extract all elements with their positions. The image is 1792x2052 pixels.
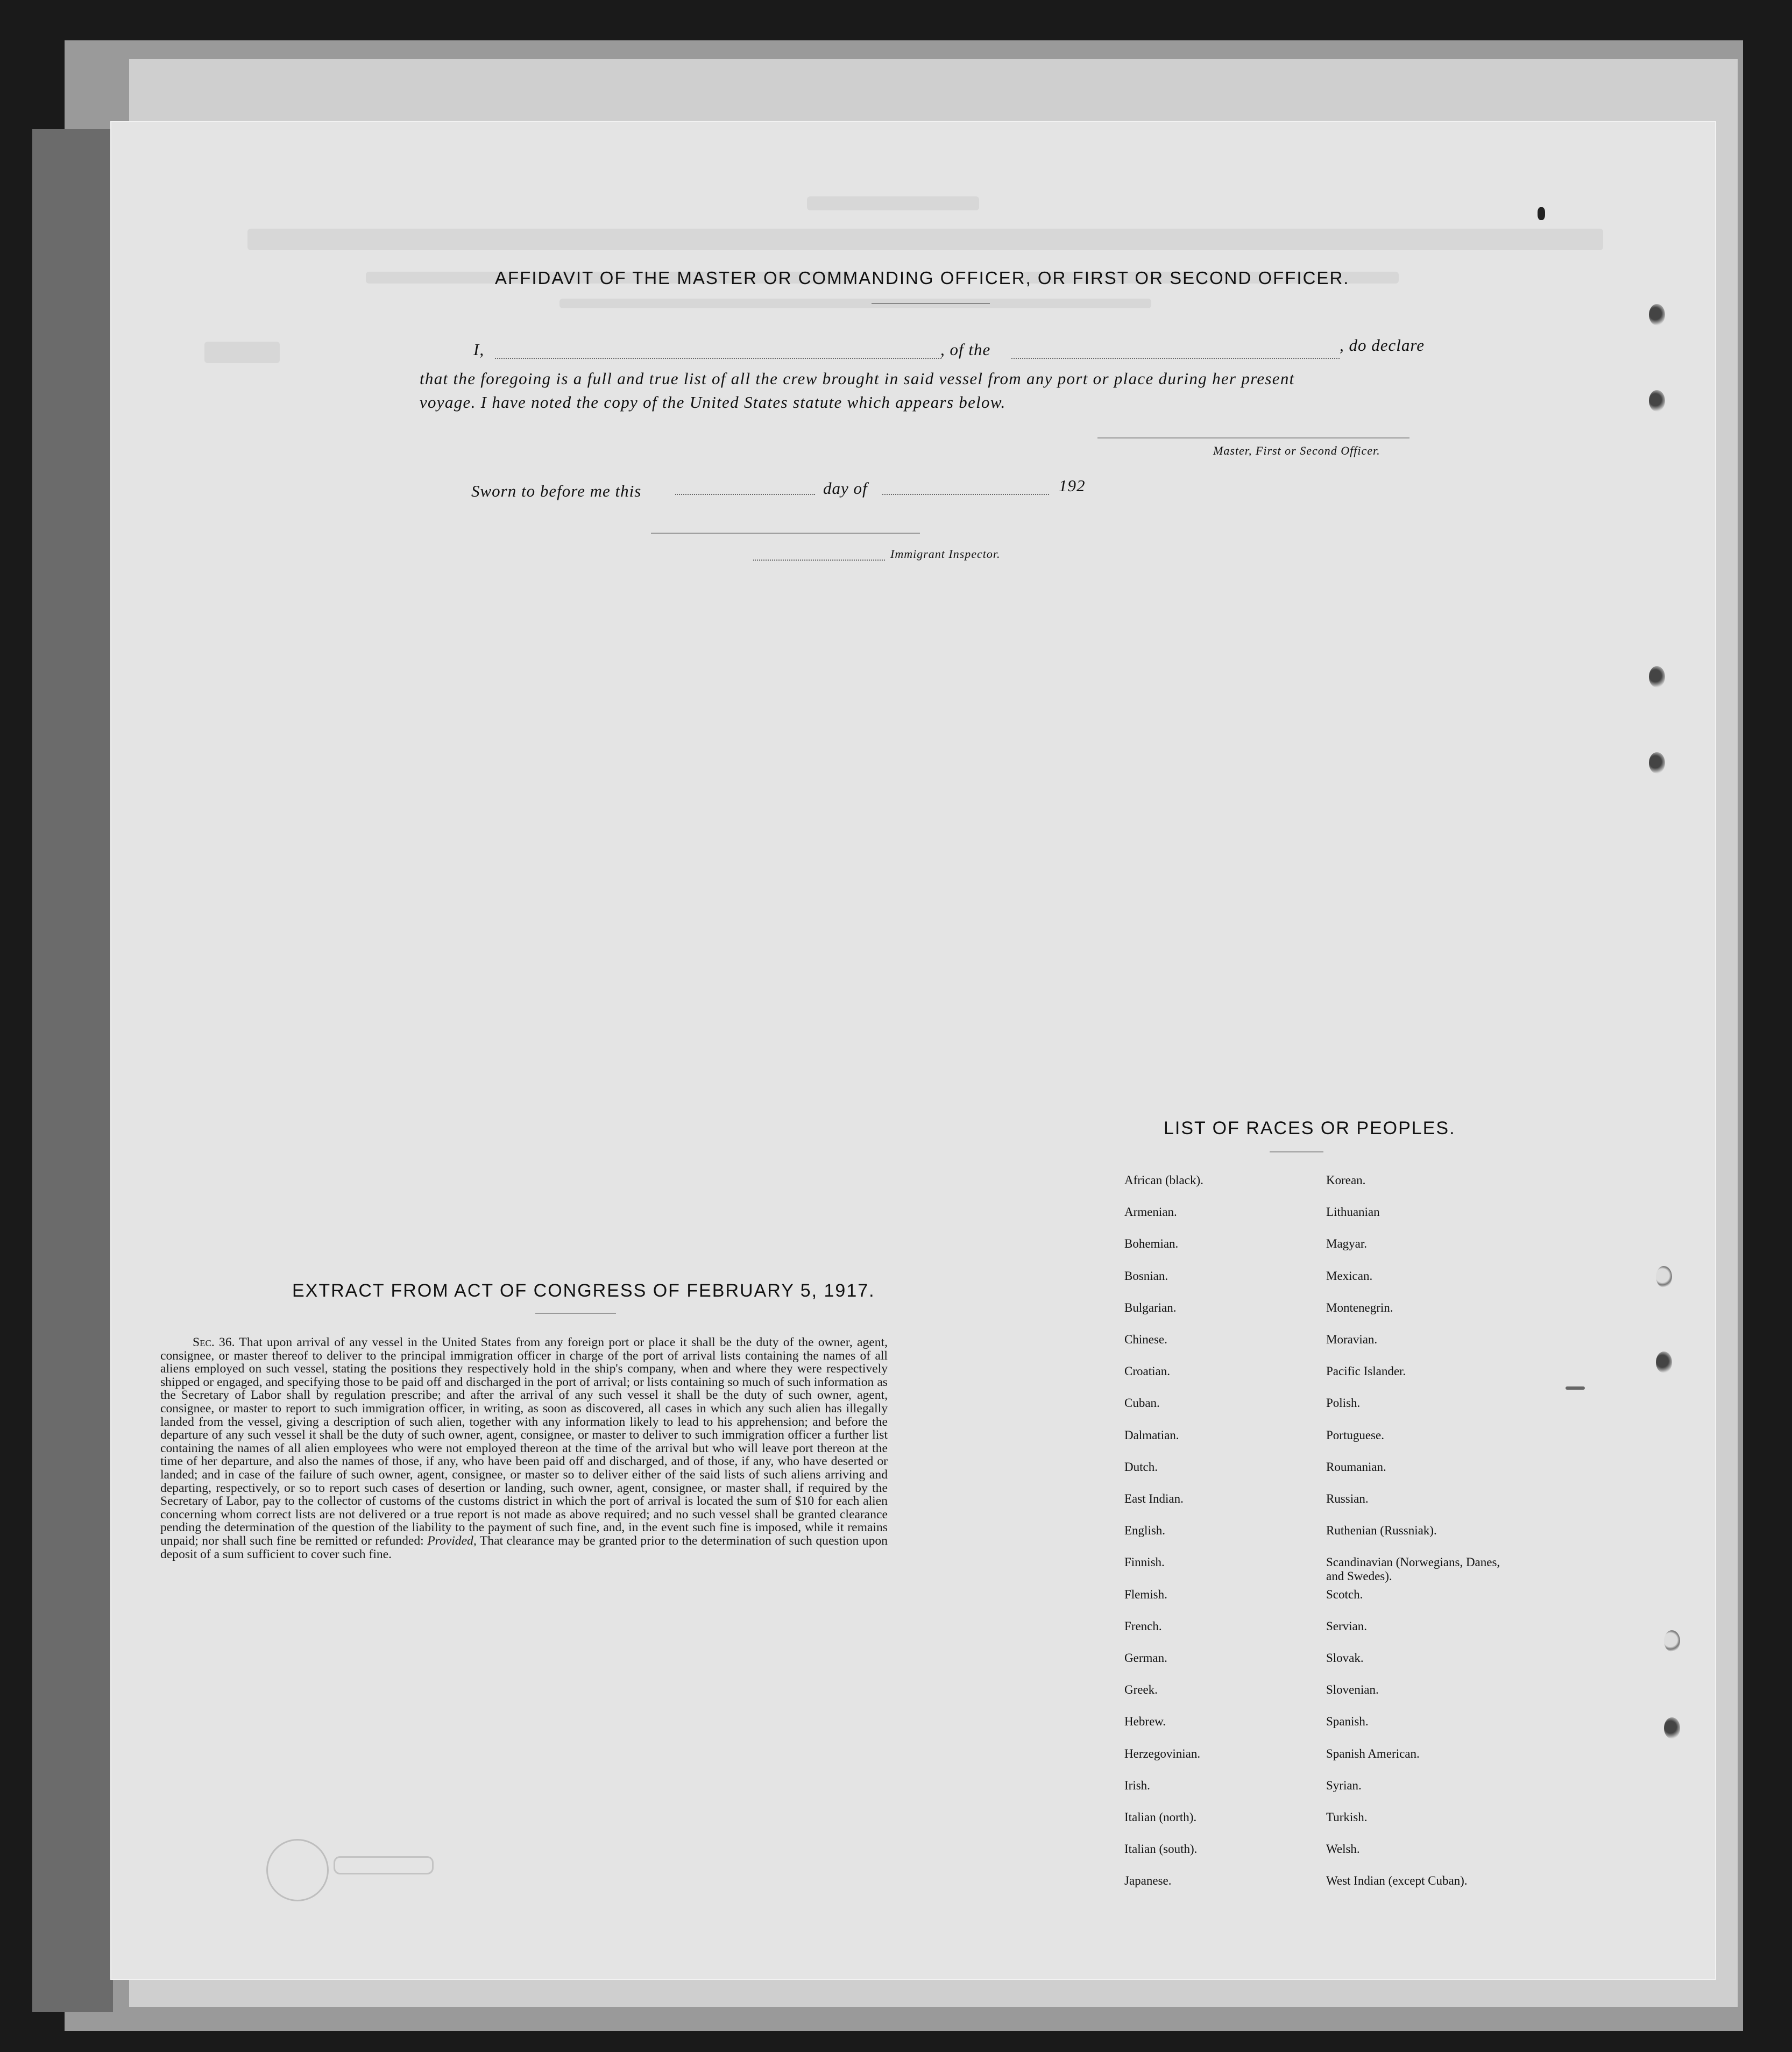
faint-stamp (266, 1839, 329, 1901)
faint-stamp-text (334, 1856, 434, 1874)
inspector-line (651, 533, 920, 534)
races-title-rule (1270, 1151, 1323, 1152)
race-item: Lithuanian (1326, 1205, 1380, 1219)
left-strip (32, 129, 113, 2012)
race-item: Spanish. (1326, 1715, 1369, 1729)
affidavit-vessel-line (1011, 358, 1340, 359)
race-item: Russian. (1326, 1492, 1369, 1505)
race-item: Flemish. (1124, 1587, 1167, 1601)
race-item: Dutch. (1124, 1460, 1158, 1474)
binder-hole (1656, 1266, 1672, 1287)
binder-hole (1664, 1717, 1680, 1739)
extract-text-part2: That clearance may be granted prior to the determination of such question upon deposit of a sum sufficient to cover such fine. (160, 1533, 888, 1561)
race-item: French. (1124, 1619, 1162, 1633)
binder-hole (1649, 304, 1665, 326)
race-item: Herzegovinian. (1124, 1746, 1201, 1760)
binder-hole (1664, 1630, 1680, 1652)
affidavit-title: AFFIDAVIT OF THE MASTER OR COMMANDING OFFICER, OR FIRST OR SECOND OFFICER. (495, 268, 1350, 288)
affidavit-line3: voyage. I have noted the copy of the United States statute which appears below. (420, 393, 1006, 412)
extract-title-rule (535, 1313, 616, 1314)
race-item: Bohemian. (1124, 1237, 1179, 1251)
extract-section-label: Sec. 36. (193, 1335, 235, 1349)
race-item: Finnish. (1124, 1555, 1165, 1569)
race-item: Welsh. (1326, 1842, 1360, 1856)
race-item: Mexican. (1326, 1269, 1373, 1283)
race-item: Pacific Islander. (1326, 1364, 1406, 1378)
inspector-dotted-line (753, 560, 885, 561)
race-item: English. (1124, 1524, 1166, 1538)
extract-title: EXTRACT FROM ACT OF CONGRESS OF FEBRUARY 5, 1917. (292, 1280, 875, 1301)
bleed-through (108, 83, 1614, 514)
race-item: Turkish. (1326, 1810, 1368, 1824)
extract-provided-label: Provided, (427, 1533, 477, 1548)
year-label: 192 (1059, 476, 1086, 495)
race-item: Spanish American. (1326, 1746, 1420, 1760)
sworn-label: Sworn to before me this (471, 482, 642, 500)
race-item: Dalmatian. (1124, 1428, 1179, 1442)
race-item: Servian. (1326, 1619, 1368, 1633)
extract-text-part1: That upon arrival of any vessel in the United States from any foreign port or place it shall be the duty of the owner, agent, consignee, or master thereof to deliver to the principal immigration officer in charge of the port of arrival lists containing the names of all aliens employed on such vessel, stating the positions they respectively hold in the ship's company, when and where they were respectively shipped or engaged, and specifying those to be paid off and discharged in the port of arrival; or lists containing so much of such information as the Secretary of Labor shall by regulation prescribe; and after the arrival of any such vessel it shall be the duty of such owner, agent, consignee, or master to report to such immigration officer, in writing, as soon as discovered, all cases in which any such alien has illegally landed from the vessel, giving a description of such alien, together with any information likely to lead to his apprehension; and before the departure of any such vessel it shall be the duty of such owner, agent, consignee, or master to deliver to such immigration officer a further list containing the names of all alien employees who were not employed thereon at the time of the arrival but who will leave port thereon at the time of her departure, and also the names of those, if any, who have been paid off and discharged, and of those, if any, who have deserted or landed; and in case of the failure of such owner, agent, consignee, or master so to deliver either of the said lists of such aliens arriving and departing, respectively, or so to report such cases of desertion or landing, such owner, agent, consignee, or master shall, if required by the Secretary of Labor, pay to the collector of customs of the customs district in which the port of arrival is located the sum of $10 for each alien concerning whom correct lists are not delivered or a true report is not made as above required; and no such vessel shall be granted clearance pending the determination of the question of the liability to the payment of such fine, and, in the event such fine is imposed, while it remains unpaid; nor shall such fine be remitted or refunded: (160, 1335, 888, 1548)
affidavit-i-label: I, (473, 340, 485, 359)
ink-mark (1566, 1386, 1585, 1390)
sworn-month-line (882, 494, 1049, 495)
race-item: Scandinavian (Norwegians, Danes, and Swedes). (1326, 1555, 1500, 1583)
race-item: African (black). (1124, 1173, 1203, 1187)
race-item: Bosnian. (1124, 1269, 1168, 1283)
race-item: Scotch. (1326, 1587, 1363, 1601)
race-item: Armenian. (1124, 1205, 1177, 1219)
affidavit-of-the-label: , of the (940, 340, 991, 359)
binder-hole (1649, 390, 1665, 412)
race-item: Magyar. (1326, 1237, 1368, 1251)
race-item: Bulgarian. (1124, 1300, 1177, 1314)
affidavit-do-declare-label: , do declare (1340, 336, 1425, 355)
race-item: West Indian (except Cuban). (1326, 1874, 1468, 1888)
race-item: Cuban. (1124, 1396, 1160, 1410)
race-item: Montenegrin. (1326, 1300, 1393, 1314)
races-title: LIST OF RACES OR PEOPLES. (1164, 1118, 1456, 1138)
race-item: Hebrew. (1124, 1715, 1166, 1729)
race-item: Ruthenian (Russniak). (1326, 1524, 1437, 1538)
affidavit-title-rule (872, 303, 990, 304)
race-item: Syrian. (1326, 1778, 1362, 1792)
binder-hole (1649, 752, 1665, 774)
binder-hole (1656, 1352, 1672, 1373)
race-item: Slovenian. (1326, 1683, 1379, 1697)
sworn-day-line (675, 494, 815, 495)
race-item: Moravian. (1326, 1333, 1378, 1346)
affidavit-name-line (495, 358, 941, 359)
race-item: Portuguese. (1326, 1428, 1384, 1442)
day-of-label: day of (823, 479, 868, 498)
race-item: Greek. (1124, 1683, 1158, 1697)
extract-body (160, 1336, 888, 1561)
race-item: Croatian. (1124, 1364, 1170, 1378)
race-item: German. (1124, 1651, 1167, 1665)
signature-line (1097, 437, 1409, 438)
race-item: Italian (south). (1124, 1842, 1198, 1856)
signature-label: Master, First or Second Officer. (1213, 444, 1380, 457)
race-item: Roumanian. (1326, 1460, 1386, 1474)
ink-mark (1538, 207, 1545, 220)
race-item: Chinese. (1124, 1333, 1167, 1346)
race-item: Slovak. (1326, 1651, 1364, 1665)
inspector-label: Immigrant Inspector. (890, 547, 1001, 561)
race-item: Korean. (1326, 1173, 1366, 1187)
race-item: Irish. (1124, 1778, 1150, 1792)
binder-hole (1649, 666, 1665, 688)
affidavit-line2: that the foregoing is a full and true list of all the crew brought in said vessel from any port or place during her present (420, 369, 1295, 388)
race-item: Italian (north). (1124, 1810, 1197, 1824)
race-item: Polish. (1326, 1396, 1361, 1410)
race-item: East Indian. (1124, 1492, 1184, 1505)
race-item: Japanese. (1124, 1874, 1172, 1888)
